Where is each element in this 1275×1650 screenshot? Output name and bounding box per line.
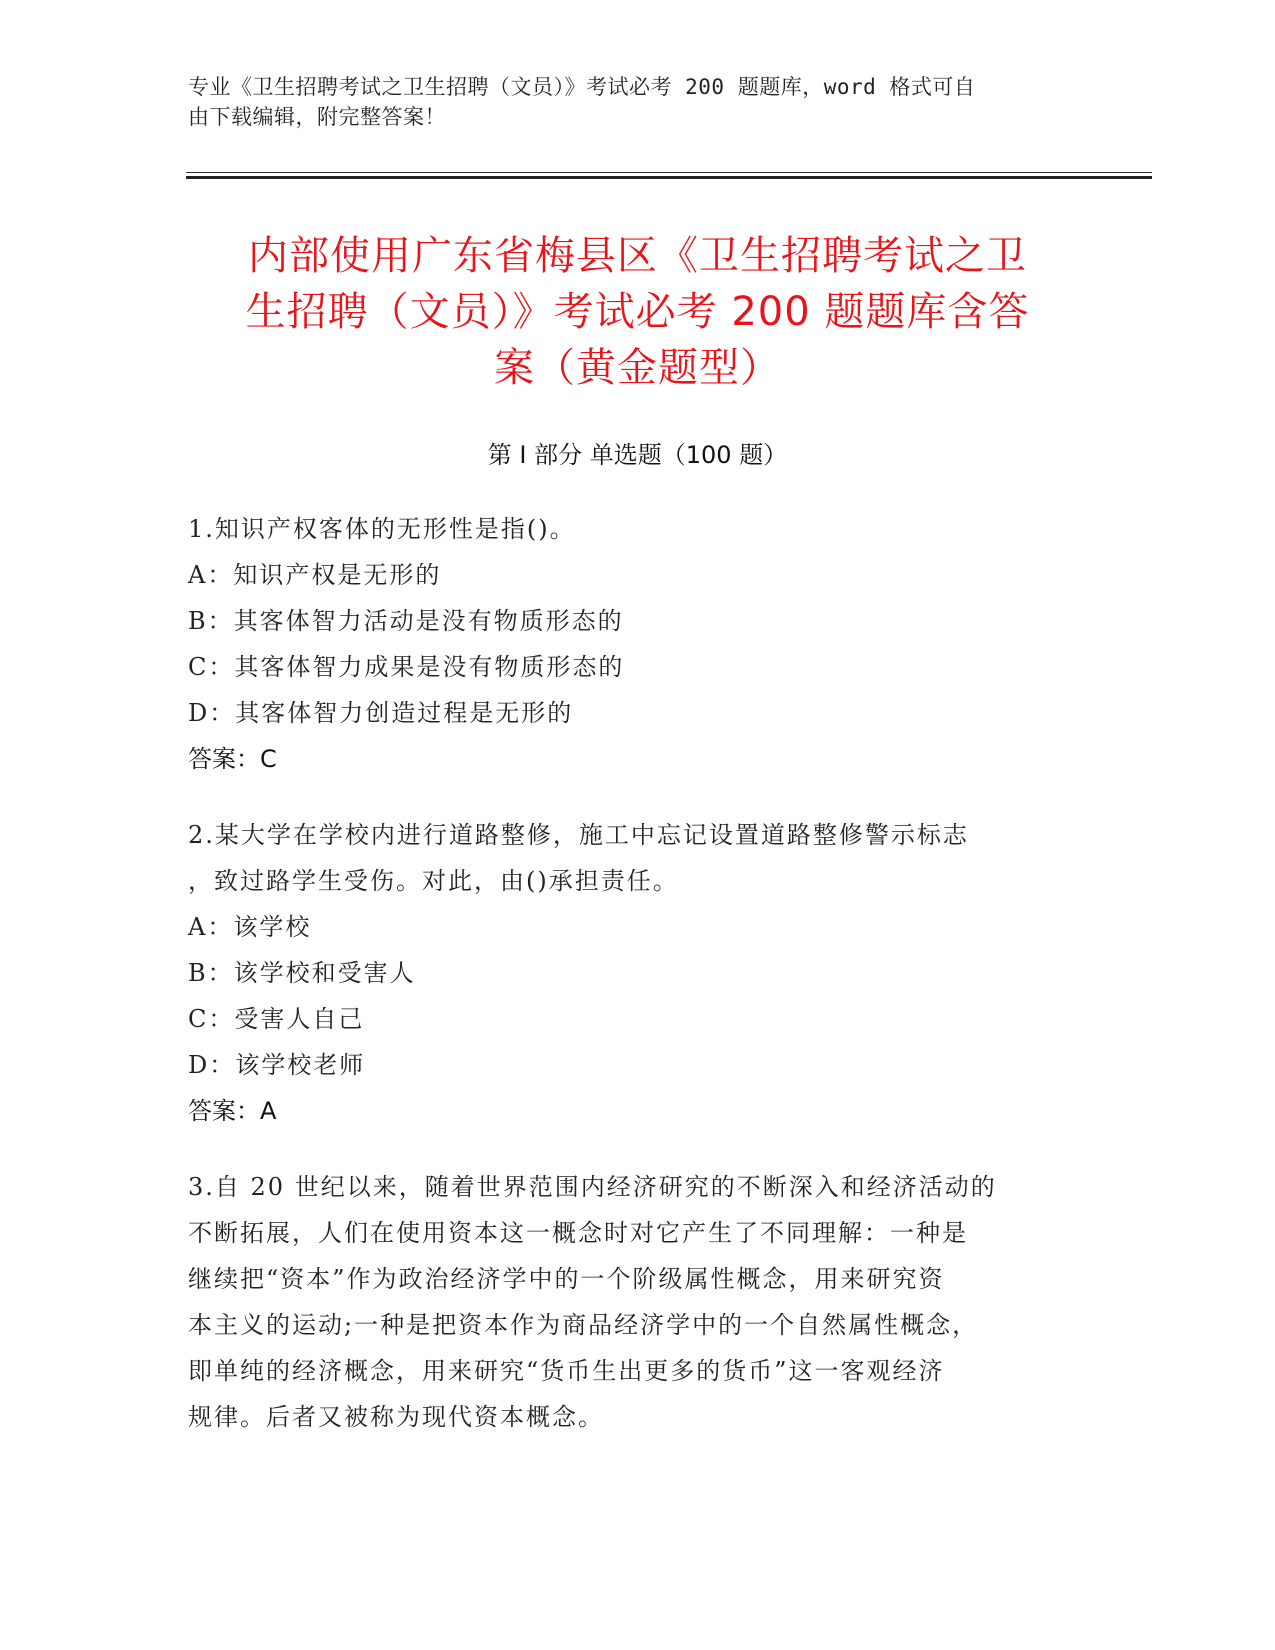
option-d: D：该学校老师 bbox=[188, 1051, 366, 1079]
header-note-line-2: 由下载编辑，附完整答案！ bbox=[188, 105, 446, 129]
option-c: C：受害人自己 bbox=[188, 1005, 365, 1033]
option-a: A：该学校 bbox=[188, 913, 312, 941]
question-stem-line: 1.知识产权客体的无形性是指()。 bbox=[188, 515, 576, 543]
question-stem-line: 继续把“资本”作为政治经济学中的一个阶级属性概念，用来研究资 bbox=[188, 1265, 945, 1293]
option-b: B：该学校和受害人 bbox=[188, 959, 416, 987]
option-c: C：其客体智力成果是没有物质形态的 bbox=[188, 653, 625, 681]
question-3 bbox=[188, 1164, 1088, 1440]
question-stem-line: 规律。后者又被称为现代资本概念。 bbox=[188, 1403, 604, 1431]
option-a: A：知识产权是无形的 bbox=[188, 561, 442, 589]
question-stem-line: 本主义的运动;一种是把资本作为商品经济学中的一个自然属性概念， bbox=[188, 1311, 979, 1339]
header-divider-thin bbox=[186, 172, 1152, 173]
header-note bbox=[188, 72, 1068, 132]
question-2 bbox=[188, 812, 1088, 1134]
title-line-1: 内部使用广东省梅县区《卫生招聘考试之卫 bbox=[248, 233, 1027, 279]
question-1 bbox=[188, 506, 1088, 782]
question-stem-line: 即单纯的经济概念，用来研究“货币生出更多的货币”这一客观经济 bbox=[188, 1357, 945, 1385]
header-note-line-1: 专业《卫生招聘考试之卫生招聘（文员）》考试必考 200 题题库，word 格式可自 bbox=[188, 75, 976, 99]
answer-label: 答案：A bbox=[188, 1097, 277, 1125]
section-heading: 第 I 部分 单选题（100 题） bbox=[487, 441, 788, 469]
document-title bbox=[190, 228, 1085, 396]
title-line-3: 案（黄金题型） bbox=[494, 345, 781, 391]
question-stem-line: 2.某大学在学校内进行道路整修，施工中忘记设置道路整修警示标志 bbox=[188, 821, 969, 849]
question-stem-line: ，致过路学生受伤。对此，由()承担责任。 bbox=[188, 867, 679, 895]
title-line-2: 生招聘（文员）》考试必考 200 题题库含答 bbox=[245, 289, 1030, 335]
question-stem-line: 3.自 20 世纪以来，随着世界范围内经济研究的不断深入和经济活动的 bbox=[188, 1173, 997, 1201]
header-divider-thick bbox=[186, 176, 1152, 179]
option-b: B：其客体智力活动是没有物质形态的 bbox=[188, 607, 624, 635]
answer-label: 答案：C bbox=[188, 745, 277, 773]
option-d: D：其客体智力创造过程是无形的 bbox=[188, 699, 574, 727]
question-stem-line: 不断拓展，人们在使用资本这一概念时对它产生了不同理解：一种是 bbox=[188, 1219, 968, 1247]
